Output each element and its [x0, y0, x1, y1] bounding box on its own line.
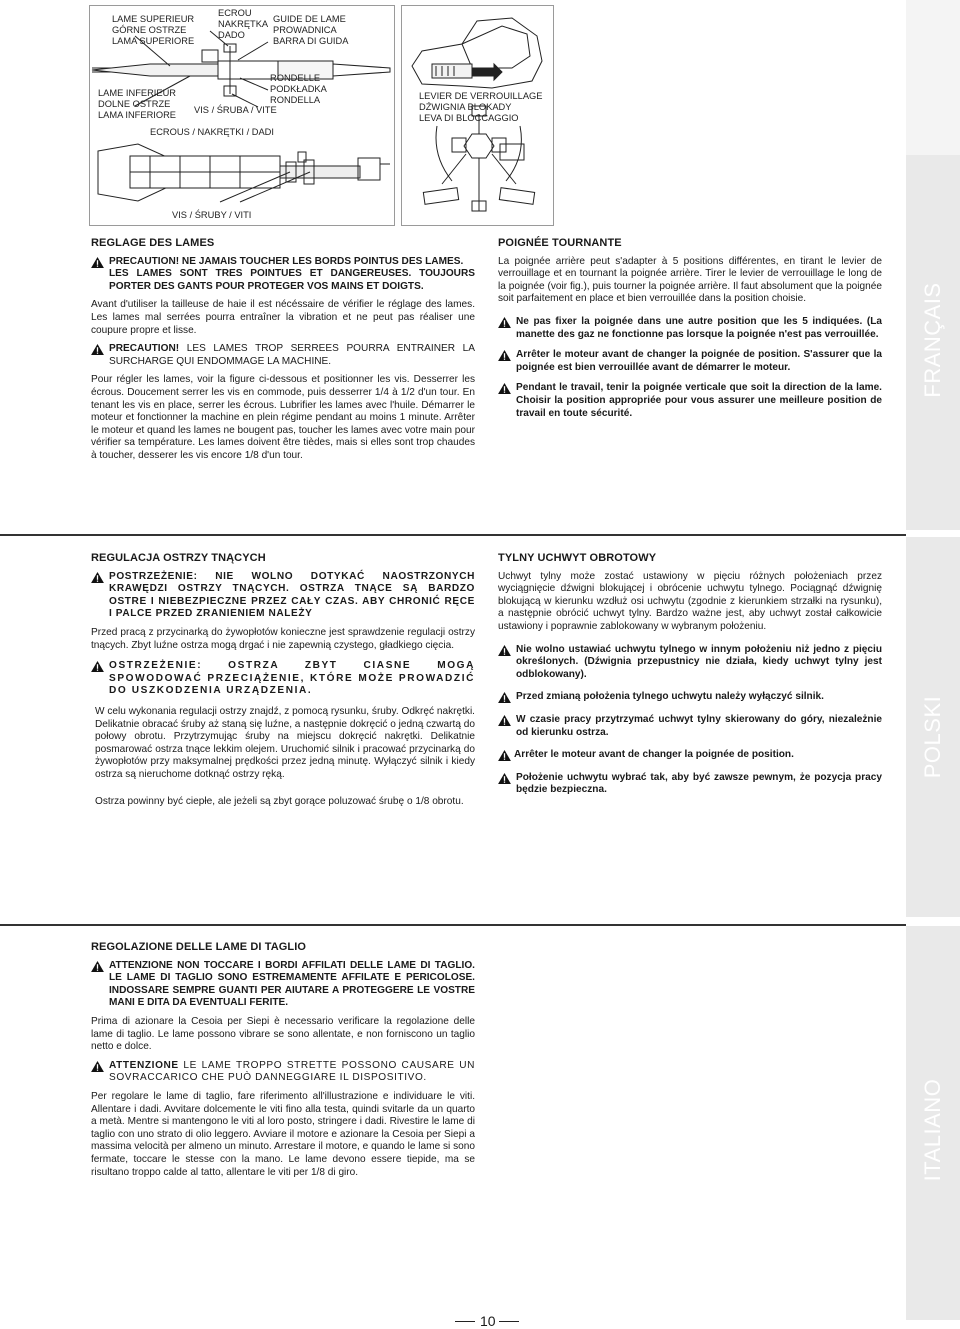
- warning-icon: [91, 661, 104, 672]
- fr-warning-sharp-edges: [91, 256, 475, 294]
- it-warning-overload-bold: ATTENZIONE: [109, 1059, 179, 1071]
- label-line: PROWADNICA: [273, 24, 337, 35]
- pl-paragraph-handle: Uchwyt tylny może zostać ustawiony w pięciu różnych położeniach przez wyciągnięcie dźwigni blokującej i obrócenie uchwytu tylnego. Pociągnąć dźwignię blokującą w kierunku wzdłuż osi uchwytu (zgodnie z kierunkiem strzałki na rysunku), a następnie obrócić uchwyt tylny. Bardzo ważne jest, aby uchwyt został całkowicie ustawiony i poprawnie zablokowany w wybranym położeniu.: [498, 570, 882, 632]
- section-divider-polski: [0, 534, 906, 536]
- tab-italiano-label: ITALIANO: [920, 1078, 945, 1182]
- it-paragraph-procedure: Per regolare le lame di taglio, fare riferimento all'illustrazione e individuare le viti. Allentare i dadi. Avvitare dolcemente le viti fino alla testa, quindi svitarle da un quarto a metà. Mentre si mantengono le viti al loro posto, stringere i dadi. Rivestire le lame di taglio con uno strato di olio leggero. Avviare il motore e azionare la Cesoia per Siepi a massima velocità per almeno un minuto. Arrestare il motore, e quando le lame si sono fermate, toccare le stesse con la mano. Le lame devono essere tiepide, ma se risultano troppo calde al tatto, allentare le viti per 1/8 di giro.: [91, 1090, 475, 1178]
- label-line: LAME SUPERIEUR: [112, 14, 195, 24]
- warning-icon: [498, 383, 511, 394]
- label-line: ECROU: [218, 8, 252, 18]
- label-upper-blade: [112, 14, 194, 46]
- blade-adjustment-figure: [89, 5, 395, 226]
- fr-heading-blade-adjustment: REGLAGE DES LAMES: [91, 237, 215, 249]
- pl-warning-positions-text: Nie wolno ustawiać uchwytu tylnego w innym położeniu niż jedno z pięciu określonych. (Dźwignia przepustnicy nie działa, kiedy uchwyt tylny jest odblokowany).: [516, 643, 882, 680]
- pl-left-column: [91, 552, 475, 812]
- fr-paragraph-check: Avant d'utiliser la tailleuse de haie il est nécéssaire de vérifier le réglage des lames. Les lames mal serrées pourra entraîner la vibration et ne peut pas réaliser une coupure propre et lisse.: [91, 299, 475, 336]
- fr-warning-vertical-text: Pendant le travail, tenir la poignée verticale que soit la direction de la lame. Choisir la position appropriée pour vous assurer une meilleure position de travail en toute sécurité.: [516, 382, 882, 419]
- pl-warning-vertical-text: W czasie pracy przytrzymać uchwyt tylny skierowany do góry, niezależnie od kierunku ostrza.: [516, 713, 882, 738]
- label-line: PODKŁADKA: [270, 83, 327, 94]
- pl-warning-sharp-edges: [91, 571, 475, 621]
- it-column: [91, 941, 475, 1183]
- warning-icon: [91, 1061, 104, 1072]
- label-line: DOLNE OSTRZE: [98, 98, 171, 109]
- label-screw: VIS / ŚRUBA / VITE: [194, 105, 277, 115]
- tab-polski-label: POLSKI: [920, 695, 945, 779]
- warning-icon: [498, 645, 511, 656]
- fr-warning-positions: [498, 316, 882, 341]
- pl-heading-blade-adjustment: REGULACJA OSTRZY TNĄCYCH: [91, 552, 266, 564]
- label-locking-lever: [419, 91, 542, 123]
- warning-icon: [498, 350, 511, 361]
- label-lower-blade: [98, 88, 176, 120]
- fr-heading-rotating-handle: POIGNÉE TOURNANTE: [498, 237, 622, 249]
- fr-paragraph-procedure: Pour régler les lames, voir la figure ci-dessous et positionner les vis. Desserrer les écrous. Doucement serrer les vis en commode, puis desserrer 1/4 à 1/2 d'un tour. En tenant les vis en place, serrer les écrous. Lubrifier les lames avec l'huile. Démarrer le moteur et fonctionner la machine en plein régime pendant au moins 1 minute. Arrêter le moteur et quand les lames ne bougent pas, toucher les lames avec votre main pour vérifier sa température. Les lames doivent être tièdes, mais si elles sont trop chaudes à toucher, desserer les vis encore 1/8 d'un tour.: [91, 374, 475, 461]
- it-warning-overload: [91, 1060, 475, 1085]
- label-nut: [218, 8, 268, 40]
- page-number-dash-left: [455, 1321, 475, 1322]
- fr-warning-positions-text: Ne pas fixer la poignée dans une autre position que les 5 indiquées. (La manette des gaz ne fonctionne pas lorsque la poignée n'est pas verrouillée.: [516, 315, 882, 340]
- label-line: DADO: [218, 29, 245, 40]
- label-screws: VIS / ŚRUBY / VITI: [172, 210, 252, 220]
- label-line: LEVA DI BLOCCAGGIO: [419, 112, 519, 123]
- tab-francais: [906, 0, 960, 530]
- label-nuts: ECROUS / NAKRĘTKI / DADI: [150, 127, 274, 137]
- pl-paragraph-temperature: Ostrza powinny być ciepłe, ale jeżeli są zbyt gorące poluzować śrubę o 1/8 obrotu.: [95, 795, 464, 807]
- fr-paragraph-handle: La poignée arrière peut s'adapter à 5 positions différentes, en tirant le levier de verrouillage et en tournant la poignée arrière. Tirer le levier de verrouillage le long de la poignée (voir fig.), puis tourner la poignée arrière. Il faut absolument que la poignée soit parfaitement en place et bien verrouillée dans la position choisie.: [498, 255, 882, 305]
- fr-right-column: [498, 237, 882, 424]
- pl-paragraph-procedure: W celu wykonania regulacji ostrzy znajdź, z pomocą rysunku, śruby. Odkręć nakrętki. Delikatnie obracać śruby aż staną się luźne, a następnie dokręcić o jedną czwartą do połowy obrotu. Przytrzymując śruby na miejscu dokręcić nakrętki. Delikatnie posmarować ostrza tnące lekkim olejem. Uruchomić silnik i pracować przycinarką do żywopłotów przy maksymalnej prędkości przez jedną minutę. Wyłączyć silnik i kiedy ostrza są nieruchome dotknąć ostrzy ręką.: [95, 705, 475, 780]
- it-heading-blade-adjustment: REGOLAZIONE DELLE LAME DI TAGLIO: [91, 941, 307, 953]
- label-line: BARRA DI GUIDA: [273, 35, 349, 46]
- pl-warning-stop-engine-fr-text: Arrêter le moteur avant de changer la poignée de position.: [514, 749, 794, 761]
- pl-warning-vertical: [498, 714, 882, 739]
- pl-warning-stop-engine-fr: [498, 749, 882, 762]
- fr-warning-overload-bold: PRECAUTION!: [109, 343, 180, 355]
- label-blade-guide: [273, 14, 348, 46]
- pl-right-column: [498, 552, 882, 801]
- pl-paragraph-check: Przed pracą z przycinarką do żywopłotów konieczne jest sprawdzenie regulacji ostrzy tnących. Zbyt luźne ostrza mogą drgać i nie zapewnią czystego, gładkiego cięcia.: [91, 626, 475, 651]
- pl-warning-stop-engine-text: Przed zmianą położenia tylnego uchwytu należy wyłączyć silnik.: [516, 691, 824, 703]
- fr-warning-text-a: PRECAUTION! NE JAMAIS TOUCHER LES BORDS POINTUS DES LAMES.: [109, 255, 464, 267]
- label-line: RONDELLA: [270, 94, 321, 105]
- label-line: NAKRĘTKA: [218, 18, 269, 29]
- warning-icon: [91, 257, 104, 268]
- label-washer: [270, 73, 327, 105]
- pl-warning-safe-position-text: Położenie uchwytu wybrać tak, aby być zawsze pewnym, że pozycja pracy będzie bezpieczna.: [516, 771, 882, 796]
- warning-icon: [91, 572, 104, 583]
- tab-polski: [906, 537, 960, 917]
- pl-warning-overload-text: OSTRZEŻENIE: OSTRZA ZBYT CIASNE MOGĄ SPOWODOWAĆ PRZECIĄŻENIE, KTÓRE MOŻE PROWADZIĆ DO USZKODZENIA URZĄDZENIA.: [109, 660, 475, 697]
- warning-icon: [498, 317, 511, 328]
- pl-warning-stop-engine: [498, 691, 882, 704]
- it-paragraph-check: Prima di azionare la Cesoia per Siepi è necessario verificare la regolazione delle lame di taglio. Le lame possono vibrare se sono allentate, e non forniscono un taglio netto e dolce.: [91, 1015, 475, 1053]
- pl-warning-safe-position: [498, 772, 882, 797]
- label-line: RONDELLE: [270, 73, 321, 83]
- section-divider-italiano: [0, 924, 906, 926]
- warning-icon: [91, 961, 104, 972]
- label-line: DŹWIGNIA BLOKADY: [419, 101, 512, 112]
- pl-warning-positions: [498, 644, 882, 682]
- warning-icon: [498, 715, 511, 726]
- fr-warning-stop-engine-text: Arrêter le moteur avant de changer la poignée de position. S'assurer que la poignée est bien verrouillée avant de démarrer le moteur.: [516, 349, 882, 373]
- label-line: LAMA SUPERIORE: [112, 35, 195, 46]
- fr-warning-stop-engine: [498, 349, 882, 374]
- label-line: LAME INFERIEUR: [98, 88, 177, 98]
- tab-italiano: [906, 926, 960, 1320]
- label-line: LEVIER DE VERROUILLAGE: [419, 91, 543, 101]
- fr-warning-overload: [91, 343, 475, 368]
- page-number: 10: [480, 1313, 496, 1329]
- fr-warning-overload-text: LES LAMES TROP SERREES POURRA ENTRAINER LA SURCHARGE QUI ENDOMMAGE LA MACHINE.: [109, 343, 475, 367]
- pl-warning-sharp-edges-text: POSTRZEŻENIE: NIE WOLNO DOTYKAĆ NAOSTRZONYCH KRAWĘDZI OSTRZY TNĄCYCH. OSTRZA TNĄCE SĄ BARDZO OSTRE I NIEBEZPIECZNE PRZEZ CAŁY CZAS. ABY CHRONIĆ RĘCE I PALCE PRZED ZRANIENIEM NALEŻY: [109, 570, 475, 620]
- pl-warning-overload: [91, 660, 475, 698]
- warning-icon: [91, 344, 104, 355]
- it-warning-overload-text: LE LAME TROPPO STRETTE POSSONO CAUSARE UN SOVRACCARICO CHE PUÒ DANNEGGIARE IL DISPOSITIVO.: [109, 1059, 475, 1084]
- pl-heading-rotating-handle: TYLNY UCHWYT OBROTOWY: [498, 552, 657, 564]
- warning-icon: [498, 692, 511, 703]
- label-line: LAMA INFERIORE: [98, 109, 177, 120]
- warning-icon: [498, 750, 511, 761]
- it-warning-sharp-edges: [91, 960, 475, 1010]
- it-warning-sharp-edges-text: ATTENZIONE NON TOCCARE I BORDI AFFILATI DELLE LAME DI TAGLIO. LE LAME DI TAGLIO SONO ESTREMAMENTE AFFILATE E PERICOLOSE. INDOSSARE SEMPRE GUANTI PER AIUTARE A PROTEGGERE LE VOSTRE MANI E DITA DA EVENTUALI FERITE.: [109, 959, 475, 1009]
- page-number-dash-right: [499, 1321, 519, 1322]
- label-line: GÓRNE OSTRZE: [112, 24, 187, 35]
- tab-francais-top: [906, 0, 960, 155]
- warning-icon: [498, 773, 511, 784]
- rotating-handle-figure: [401, 5, 554, 226]
- fr-warning-text-b: LES LAMES SONT TRES POINTUES ET DANGEREUSES. TOUJOURS PORTER DES GANTS POUR PROTEGER VOS MAINS ET DOIGTS.: [109, 268, 475, 292]
- tab-francais-label: FRANÇAIS: [920, 282, 945, 398]
- label-line: GUIDE DE LAME: [273, 14, 346, 24]
- fr-warning-vertical: [498, 382, 882, 420]
- fr-left-column: [91, 237, 475, 467]
